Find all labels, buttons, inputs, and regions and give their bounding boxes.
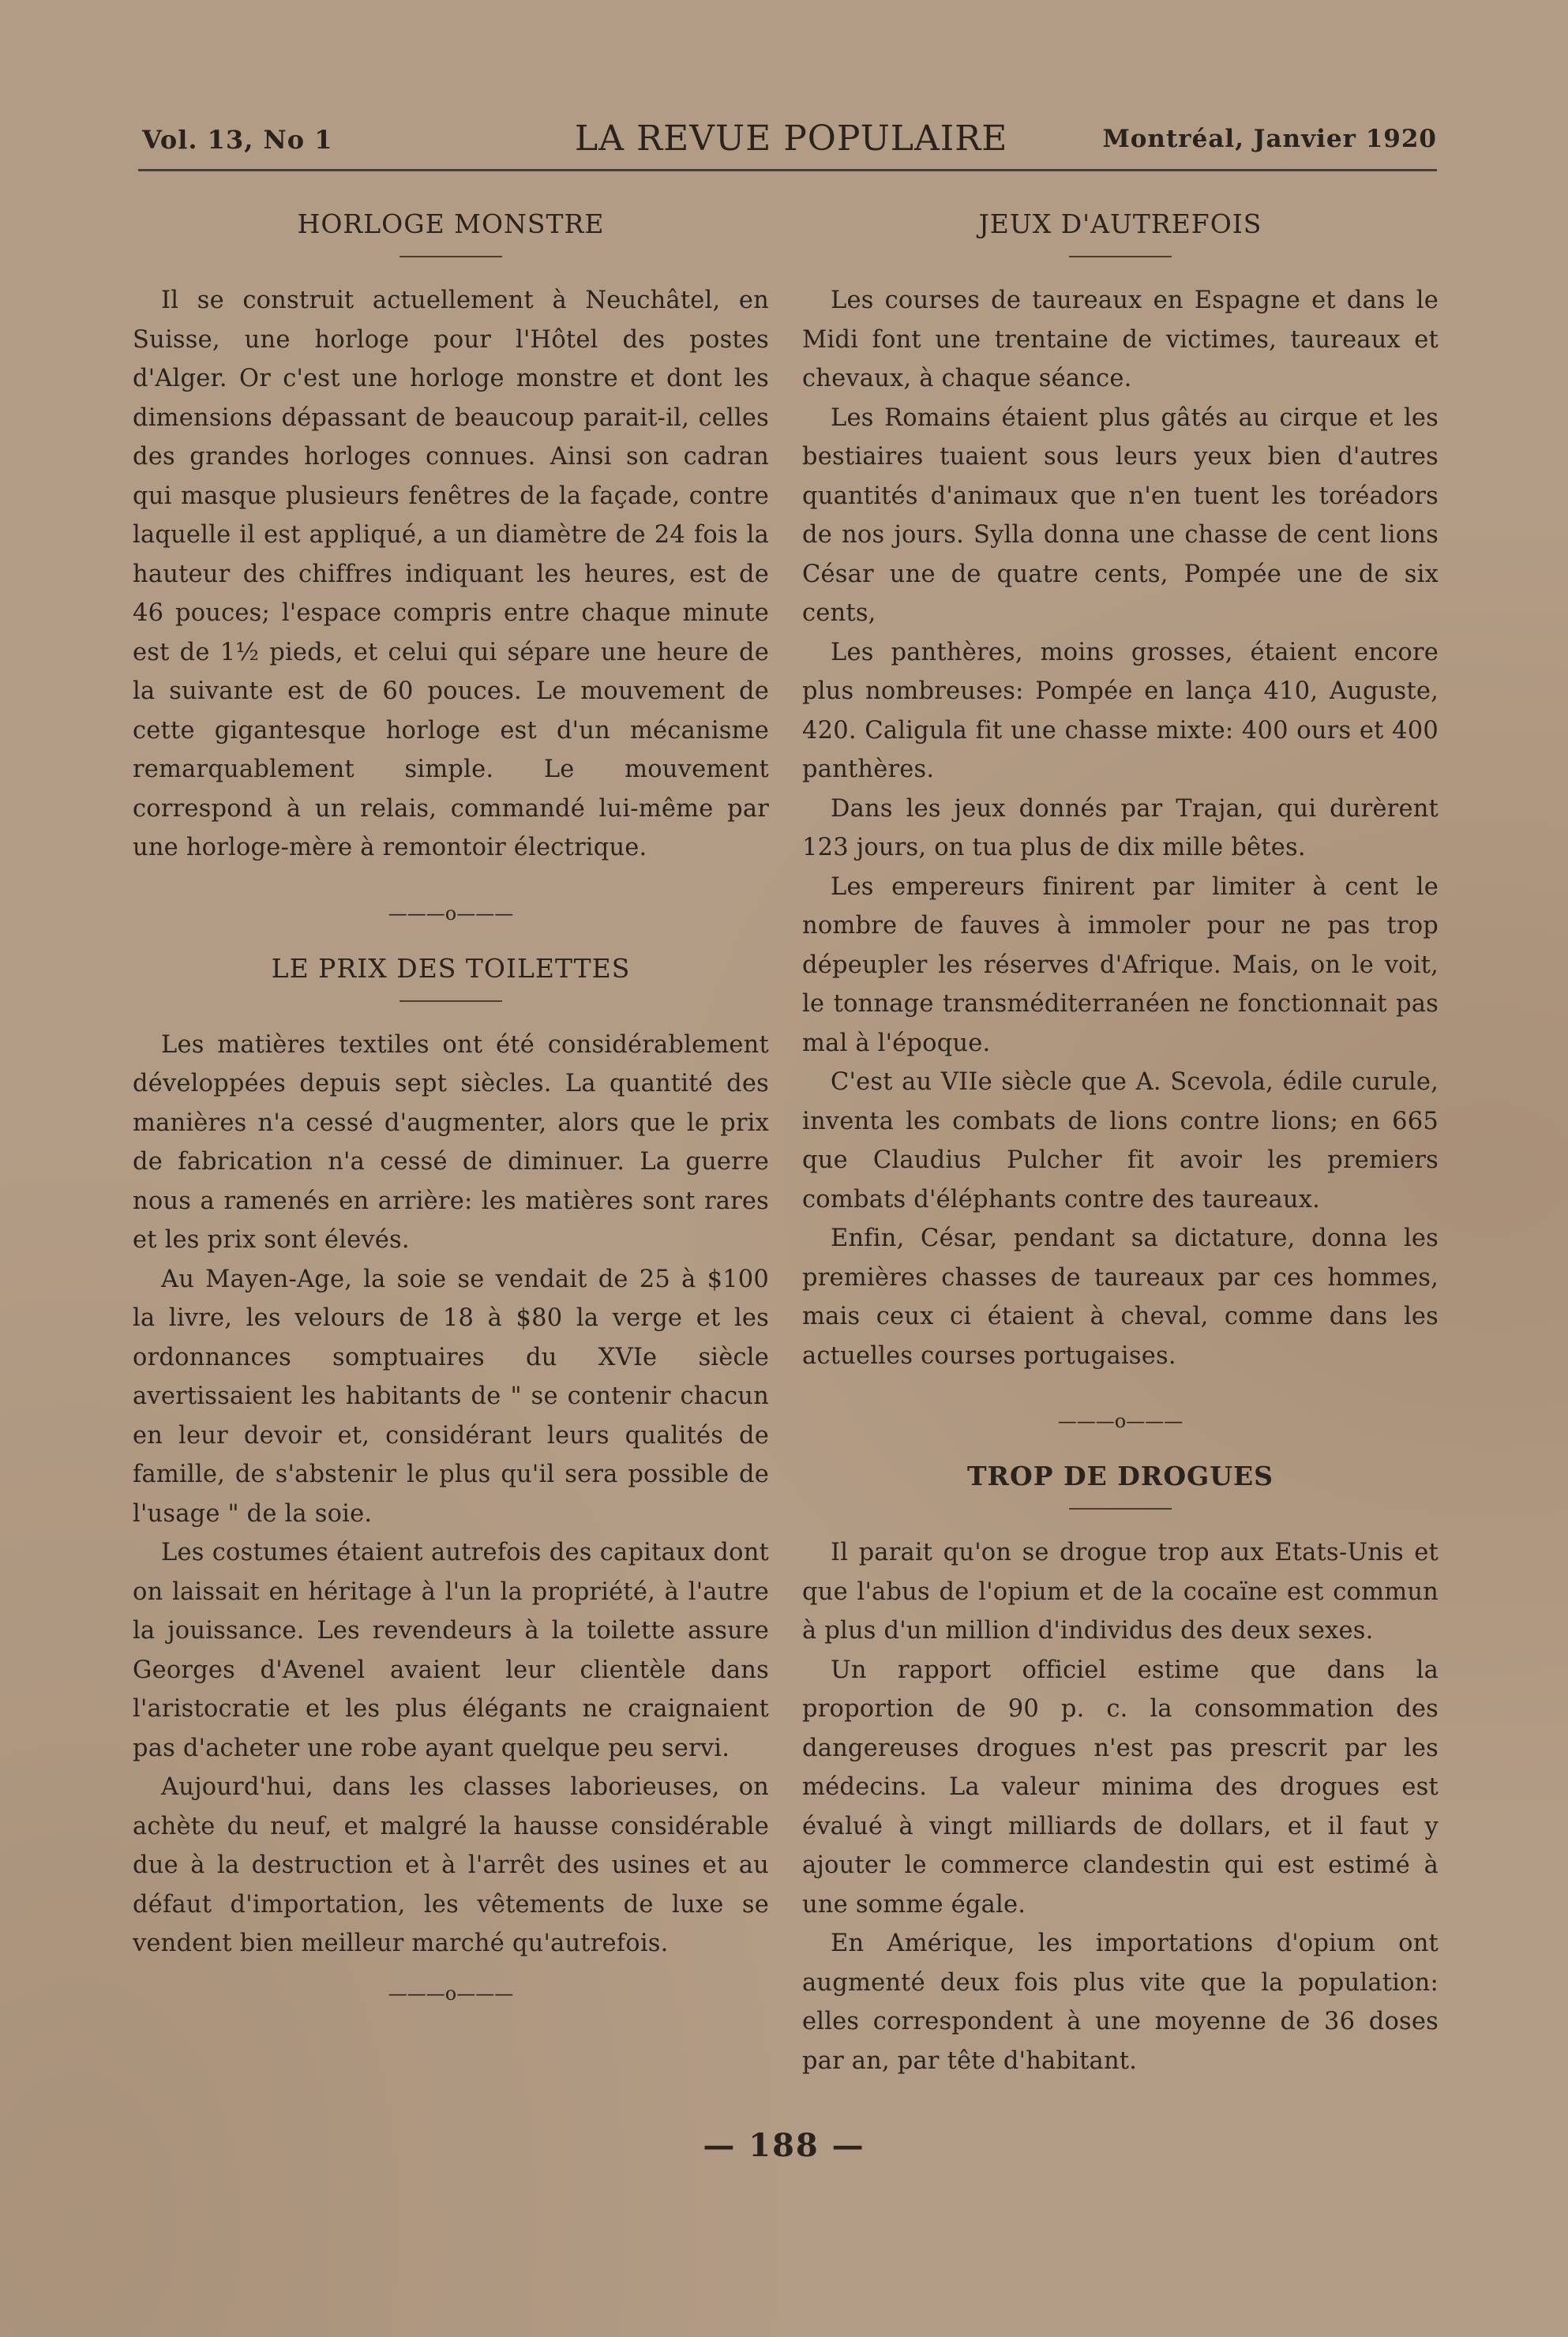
- article-paragraph: Les empereurs finirent par limiter à cent le nombre de fauves à immoler pour ne pas trop dépeupler les réserves d'Afrique. Mais, on le voit, le tonnage transméditerranéen ne fonctionnait pas mal à l'époque.: [802, 872, 1439, 1057]
- page-number: — 188 —: [703, 2127, 865, 2164]
- article-paragraph: Les courses de taureaux en Espagne et dans le Midi font une trentaine de victimes, taureaux et chevaux, à chaque séance.: [802, 287, 1439, 392]
- article-paragraph: En Amérique, les importations d'opium ont augmenté deux fois plus vite que la population: elles correspondent à une moyenne de 36 doses par an, par tête d'habitant.: [802, 1930, 1439, 2075]
- article-title: TROP DE DROGUES: [966, 1461, 1274, 1491]
- article-paragraph: Aujourd'hui, dans les classes laborieuses, on achète du neuf, et malgré la hausse considérable due à la destruction et à l'arrêt des usines et au défaut d'importation, les vêtements de luxe se vendent bien meilleur marché qu'autrefois.: [133, 1773, 769, 1957]
- article-paragraph: Au Mayen-Age, la soie se vendait de 25 à $100 la livre, les velours de 18 à $80 la verge et les ordonnances somptuaires du XVIe siècle avertissaient les habitants de " se contenir chacun en leur devoir et, considérant leurs qualités de famille, de s'abstenir le plus qu'il sera possible de l'usage " de la soie.: [133, 1265, 769, 1528]
- article-paragraph: C'est au VIIe siècle que A. Scevola, édile curule, inventa les combats de lions contre lions; en 665 que Claudius Pulcher fit avoir les premiers combats d'éléphants contre des taureaux.: [802, 1068, 1439, 1214]
- article-paragraph: Les panthères, moins grosses, étaient encore plus nombreuses: Pompée en lança 410, Auguste, 420. Caligula fit une chasse mixte: 400 ours et 400 panthères.: [802, 638, 1439, 783]
- article-title: HORLOGE MONSTRE: [297, 208, 605, 239]
- article-paragraph: Les costumes étaient autrefois des capitaux dont on laissait en héritage à l'un la propriété, à l'autre la jouissance. Les revendeurs à la toilette assure Georges d'Avenel avaient leur clientèle dans l'aristocratie et les plus élégants ne craignaient pas d'acheter une robe ayant quelque peu servi.: [133, 1539, 769, 1762]
- article-prix-toilettes: [133, 951, 769, 1964]
- article-paragraph: Les matières textiles ont été considérablement développées depuis sept siècles. La quantité des manières n'a cessé d'augmenter, alors que le prix de fabrication n'a cessé de diminuer. La guerre nous a ramenés en arrière: les matières sont rares et les prix sont élevés.: [133, 1030, 769, 1254]
- article-jeux-autrefois: [802, 207, 1439, 1375]
- place-date: Montréal, Janvier 1920: [1102, 125, 1437, 153]
- title-rule: [400, 256, 502, 257]
- article-paragraph: Les Romains étaient plus gâtés au cirque et les bestiaires tuaient sous leurs yeux bien d'autres quantités d'animaux que n'en tuent les toréadors de nos jours. Sylla donna une chasse de cent lions César une de quatre cents, Pompée une de six cents,: [802, 403, 1439, 627]
- article-paragraph: Il se construit actuellement à Neuchâtel, en Suisse, une horloge pour l'Hôtel des postes d'Alger. Or c'est une horloge monstre et dont les dimensions dépassant de beaucoup parait-il, celles des grandes horloges connues. Ainsi son cadran qui masque plusieurs fenêtres de la façade, contre laquelle il est appliqué, a un diamètre de 24 fois la hauteur des chiffres indiquant les heures, est de 46 pouces; l'espace compris entre chaque minute est de 1½ pieds, et celui qui sépare une heure de la suivante est de 60 pouces. Le mouvement de cette gigantesque horloge est d'un mécanisme remarquablement simple. Le mouvement correspond à un relais, commandé lui-même par une horloge-mère à remontoir électrique.: [133, 287, 769, 861]
- section-separator: ———o———: [388, 902, 514, 925]
- article-trop-drogues: [802, 1459, 1439, 2080]
- article-title: JEUX D'AUTREFOIS: [978, 208, 1262, 239]
- title-rule: [400, 1000, 502, 1002]
- title-rule: [1069, 1508, 1172, 1510]
- article-paragraph: Enfin, César, pendant sa dictature, donna les premières chasses de taureaux par ces hommes, mais ceux ci étaient à cheval, comme dans les actuelles courses portugaises.: [802, 1225, 1439, 1370]
- header-rule: [138, 169, 1437, 171]
- page-header: [142, 118, 1437, 174]
- article-paragraph: Il parait qu'on se drogue trop aux Etats-Unis et que l'abus de l'opium et de la cocaïne est commun à plus d'un million d'individus des deux sexes.: [802, 1539, 1439, 1645]
- article-paragraph: Dans les jeux donnés par Trajan, qui durèrent 123 jours, on tua plus de dix mille bêtes.: [802, 794, 1439, 861]
- volume-number: Vol. 13, No 1: [142, 125, 333, 155]
- right-column: [802, 207, 1439, 2080]
- title-rule: [1069, 256, 1172, 257]
- section-separator: ———o———: [1057, 1410, 1184, 1432]
- left-column: [133, 207, 769, 2009]
- article-title: LE PRIX DES TOILETTES: [271, 952, 631, 984]
- article-paragraph: Un rapport officiel estime que dans la proportion de 90 p. c. la consommation des dangereuses drogues n'est pas prescrit par les médecins. La valeur minima des drogues est évalué à vingt milliards de dollars, et il faut y ajouter le commerce clandestin qui est estimé à une somme égale.: [802, 1656, 1439, 1919]
- journal-title: LA REVUE POPULAIRE: [575, 118, 1008, 159]
- article-horloge-monstre: [133, 207, 769, 868]
- section-separator: ———o———: [388, 1982, 514, 2005]
